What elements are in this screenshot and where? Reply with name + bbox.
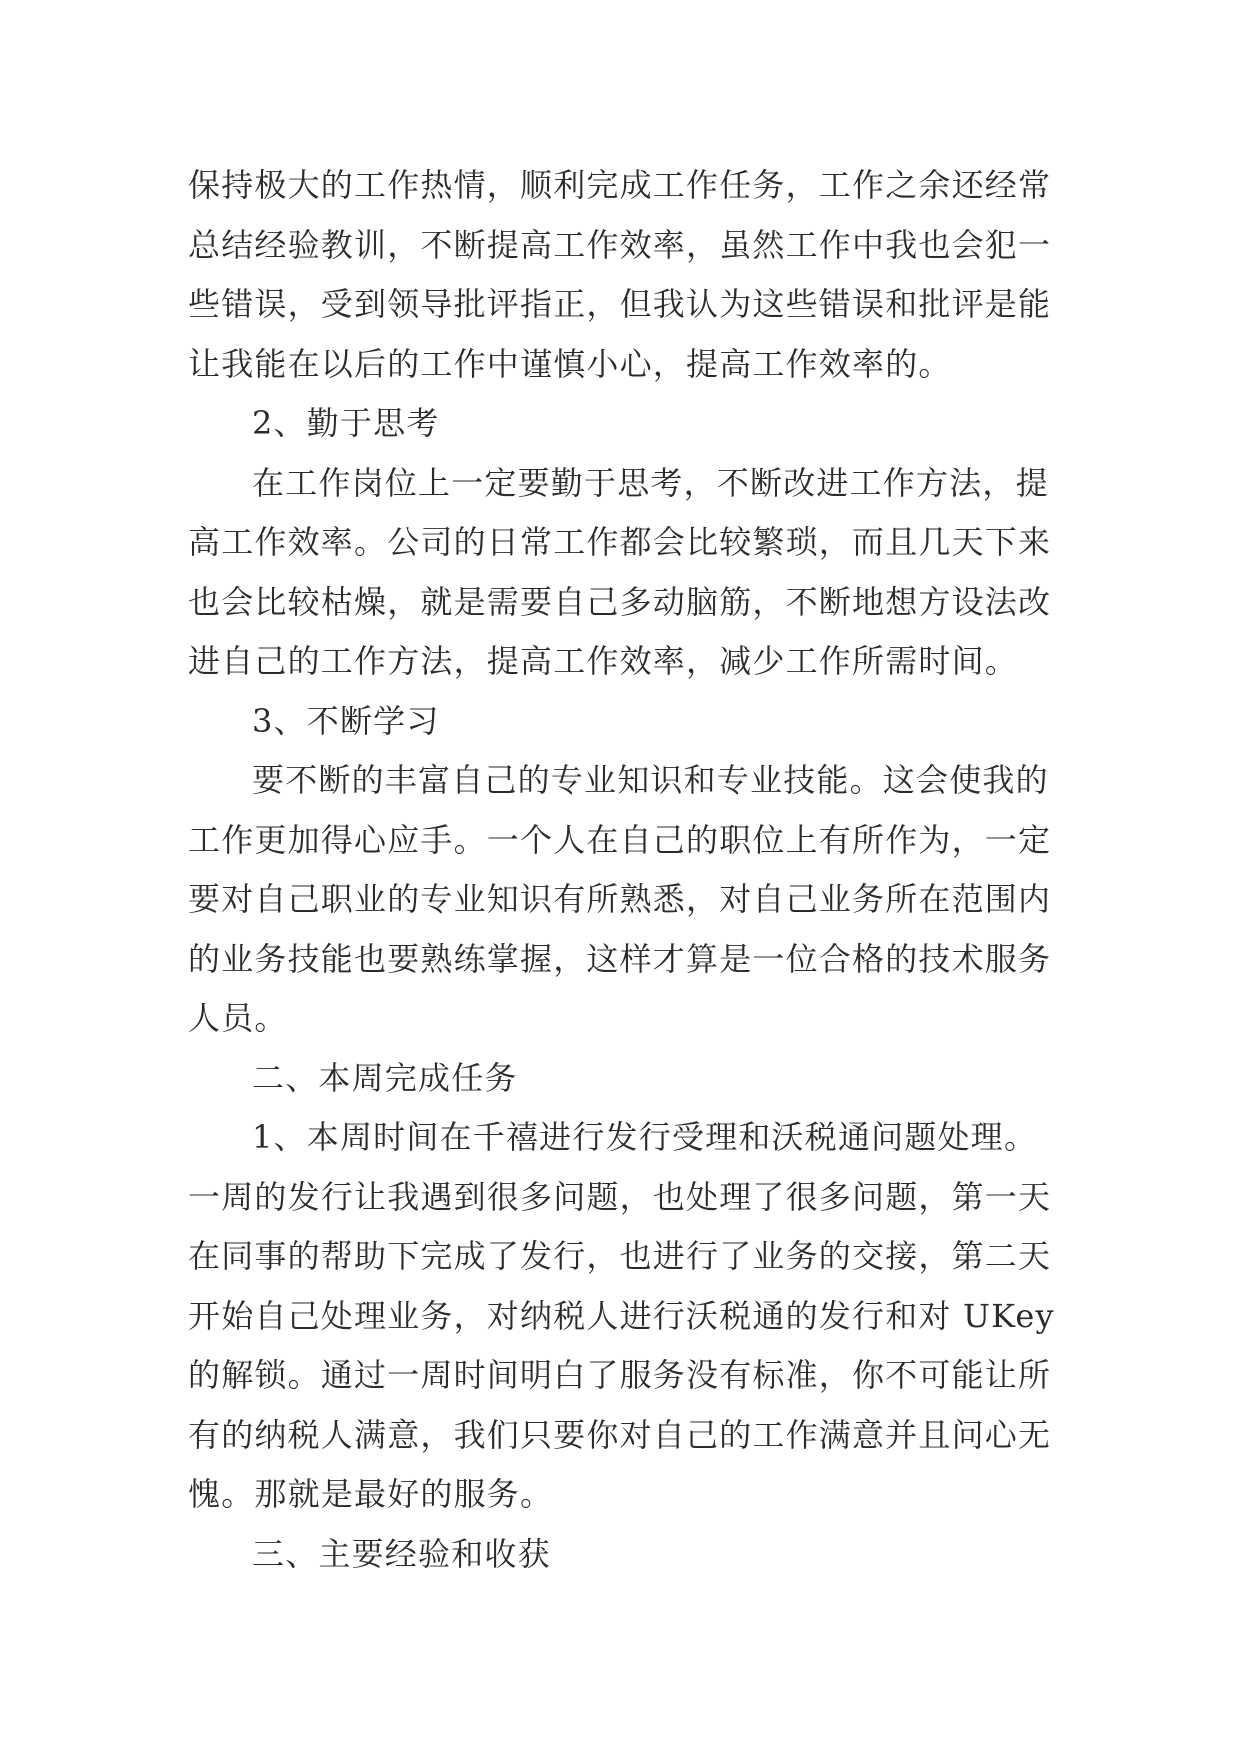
- paragraph-line: 保持极大的工作热情，顺利完成工作任务，工作之余还经常: [188, 166, 1052, 204]
- paragraph-line: 在工作岗位上一定要勤于思考，不断改进工作方法，提: [252, 463, 1049, 502]
- paragraph-line: 一周的发行让我遇到很多问题，也处理了很多问题，第一天: [188, 1177, 1052, 1216]
- paragraph-line: 高工作效率。公司的日常工作都会比较繁琐，而且几天下来: [188, 523, 1052, 561]
- paragraph-line: 有的纳税人满意，我们只要你对自己的工作满意并且问心无: [188, 1415, 1052, 1454]
- paragraph-line: 开始自己处理业务，对纳税人进行沃税通的发行和对 UKey: [188, 1296, 1055, 1335]
- paragraph-line: 工作更加得心应手。一个人在自己的职位上有所作为，一定: [188, 820, 1052, 859]
- paragraph-line: 的业务技能也要熟练掌握，这样才算是一位合格的技术服务: [188, 939, 1052, 978]
- paragraph-line: 进自己的工作方法，提高工作效率，减少工作所需时间。: [188, 642, 1019, 680]
- paragraph-line: 总结经验教训，不断提高工作效率，虽然工作中我也会犯一: [188, 225, 1052, 264]
- paragraph-line: 人员。: [188, 999, 288, 1037]
- paragraph-line: 的解锁。通过一周时间明白了服务没有标准，你不可能让所: [188, 1356, 1052, 1394]
- section-heading-main-experience: 三、主要经验和收获: [252, 1534, 551, 1573]
- paragraph-line: 愧。那就是最好的服务。: [188, 1475, 554, 1513]
- paragraph-line: 要不断的丰富自己的专业知识和专业技能。这会使我的: [252, 761, 1049, 799]
- document-body: [188, 156, 1054, 1584]
- paragraph-line: 也会比较枯燥，就是需要自己多动脑筋，不断地想方设法改: [188, 582, 1052, 621]
- section-heading-diligent-thinking: 2、勤于思考: [252, 404, 440, 442]
- paragraph-line: 让我能在以后的工作中谨慎小心，提高工作效率的。: [188, 344, 952, 383]
- section-heading-weekly-tasks: 二、本周完成任务: [252, 1058, 518, 1097]
- section-heading-continuous-learning: 3、不断学习: [252, 701, 440, 740]
- paragraph-line: 在同事的帮助下完成了发行，也进行了业务的交接，第二天: [188, 1237, 1052, 1275]
- paragraph-line: 1、本周时间在千禧进行发行受理和沃税通问题处理。: [252, 1118, 1038, 1156]
- paragraph-line: 些错误，受到领导批评指正，但我认为这些错误和批评是能: [188, 285, 1052, 323]
- paragraph-line: 要对自己职业的专业知识有所熟悉，对自己业务所在范围内: [188, 880, 1052, 918]
